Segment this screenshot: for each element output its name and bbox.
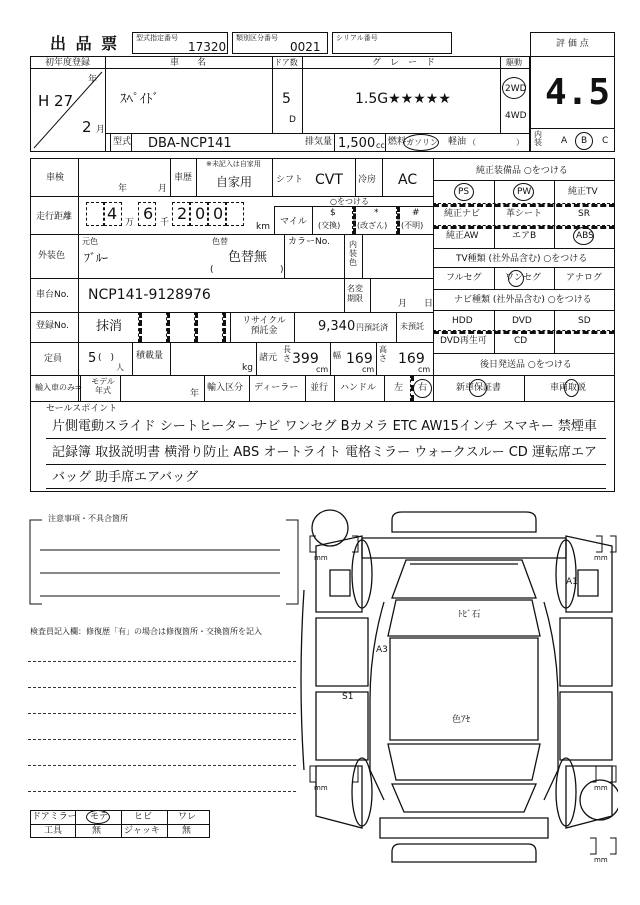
type-cert-no: 17320 — [188, 40, 227, 54]
equip-header: 純正装備品 ○をつける — [476, 166, 568, 176]
mileage-label: 走行距離 — [36, 212, 73, 222]
fuel-paren: （ ） — [468, 138, 524, 147]
displacement-label: 排気量 — [305, 137, 333, 147]
fuel-gasoline: ガソリン — [406, 138, 438, 147]
meter-hash: # — [412, 208, 420, 218]
first-reg-month: 2 — [82, 118, 92, 136]
score-value: 4.5 — [545, 72, 611, 113]
mm-label-1: mm — [314, 554, 328, 562]
tv-oneseg: ワンセグ — [505, 273, 542, 283]
acc-mote-circle — [86, 810, 110, 824]
orig-color: ﾌﾞﾙｰ — [84, 251, 109, 265]
recycle-unpaid: 未預託 — [400, 322, 424, 331]
meter-hash-sub: (不明) — [401, 221, 424, 230]
mileage-digit-5: 0 — [213, 204, 224, 223]
mileage-km: km — [256, 222, 270, 232]
tv-fullseg: フルセグ — [446, 273, 482, 283]
recycle-unit: 円預託済 — [356, 323, 388, 332]
equip-leather: 革シート — [506, 209, 543, 219]
drive-2wd-circle — [502, 77, 526, 99]
width-cm: cm — [362, 365, 375, 374]
interior-c: C — [602, 136, 609, 146]
serial-label: シリアル番号 — [336, 34, 378, 42]
sales-label: セールスポイント — [46, 404, 118, 414]
recycle-label: リサイクル預託金 — [242, 316, 286, 337]
meter-dollar: $ — [330, 208, 336, 218]
displacement-unit: cc — [376, 141, 385, 150]
damage-mark-fade: 色ｱｾ — [452, 715, 471, 725]
mileage-sen: 千 — [160, 218, 170, 228]
history-value: 自家用 — [216, 175, 253, 189]
car-name-label: 車 名 — [170, 58, 207, 68]
capacity-paren: ( ) — [98, 353, 115, 363]
model-year-label: モデル年式 — [91, 377, 115, 395]
ac-value: AC — [398, 172, 418, 188]
length-label: 長さ — [283, 345, 291, 363]
navi-header: ナビ種類 (社外品含む) ○をつける — [454, 295, 592, 305]
tv-header: TV種類 (社外品含む) ○をつける — [456, 254, 588, 264]
height-value: 169 — [398, 351, 425, 367]
height-label: 高さ — [379, 345, 387, 363]
dvd-label: DVD再生可 — [440, 336, 487, 346]
docs-header: 後日発送品 ○をつける — [480, 360, 572, 370]
inspection-label: 車検 — [46, 173, 65, 183]
handle-label: ハンドル — [340, 383, 377, 393]
tv-analog: アナログ — [566, 273, 603, 283]
model-year-unit: 年 — [190, 389, 200, 399]
interior-color-label: 内装色 — [349, 240, 357, 268]
inspection-month-unit: 月 — [158, 184, 168, 194]
length-value: 399 — [292, 351, 319, 367]
equip-abs-circle — [573, 227, 594, 245]
mileage-digit-2: 6 — [143, 204, 154, 223]
capacity-person: 人 — [116, 363, 124, 372]
meter-dollar-sub: (交換) — [318, 221, 341, 230]
interior-b-circle — [575, 132, 593, 150]
reg-no: 抹消 — [96, 319, 123, 334]
height-cm: cm — [418, 365, 431, 374]
repaint-label: 色替 — [212, 237, 228, 246]
fuel-gasoline-circle — [403, 134, 439, 151]
mileage-digit-box-7 — [226, 202, 244, 226]
year-unit: 年 — [88, 75, 98, 85]
grade-label: グ レ ー ド — [372, 58, 436, 68]
navi-dvd: DVD — [512, 316, 532, 326]
sales-line-3: バッグ 助手席エアバッグ — [52, 470, 199, 485]
docs-warranty: 新車保証書 — [456, 383, 502, 393]
mileage-man: 万 — [125, 218, 135, 228]
acc-tools-val: 無 — [92, 826, 102, 836]
color-no-label: カラーNo. — [288, 237, 330, 247]
mileage-digit-3: 2 — [177, 204, 188, 223]
caution-brackets — [28, 516, 300, 608]
equip-ps: PS — [458, 187, 470, 197]
dvd-cd: CD — [514, 336, 528, 346]
acc-mote: モテ — [90, 812, 109, 822]
dealer: ディーラー — [254, 383, 299, 393]
mileage-digit-4: 0 — [195, 204, 206, 223]
mileage-digit-1: 4 — [107, 204, 118, 223]
acc-hibi: ヒビ — [134, 812, 153, 822]
mm-label-2: mm — [594, 554, 608, 562]
equip-ps-circle — [454, 183, 474, 201]
car-name: ｽﾍﾟｲﾄﾞ — [120, 92, 159, 107]
month-unit: 月 — [96, 125, 106, 135]
equip-aw: 純正AW — [446, 231, 479, 241]
handle-right: 右 — [418, 383, 428, 393]
import-label: 輸入車のみ⇒ — [35, 383, 82, 392]
inspector-label: 検査員記入欄：修復歴「有」の場合は修復箇所・交換箇所を記入 — [30, 627, 262, 636]
class-no: 0021 — [290, 40, 321, 54]
acc-tools: 工具 — [44, 826, 63, 836]
equip-navi: 純正ナビ — [444, 209, 481, 219]
equip-abs: ABS — [576, 231, 594, 241]
import-type-label: 輸入区分 — [207, 383, 244, 393]
damage-mark-chip: ﾄﾋﾞ石 — [458, 610, 481, 620]
fuel-diesel: 軽油 — [448, 137, 467, 147]
model-label: 型式 — [113, 137, 132, 147]
score-label: 評 価 点 — [556, 39, 589, 49]
car-diagram — [300, 500, 618, 875]
grade-value: 1.5G★★★★★ — [355, 91, 451, 107]
fuel-label: 燃料 — [388, 137, 407, 147]
name-change-day: 日 — [424, 299, 434, 309]
damage-mark-s1: S1 — [342, 692, 354, 702]
navi-hdd: HDD — [452, 316, 473, 326]
doors-label: ドア数 — [274, 58, 298, 67]
shift-label: シフト — [276, 175, 304, 185]
caution-label: 注意事項・不具合箇所 — [48, 514, 128, 523]
ac-label: 冷房 — [358, 175, 377, 185]
sales-line-2: 記録簿 取扱説明書 横滑り防止 ABS オートライト 電格ミラー ウォークスルー CD 運転席エア — [52, 445, 597, 460]
equip-airbag: エアB — [512, 231, 537, 241]
acc-jack: ジャッキ — [124, 826, 160, 836]
doors-sub: D — [289, 115, 296, 125]
sales-line-1: 片側電動スライド シートヒーター ナビ ワンセグ Bカメラ ETC AW15インチ スマキー 禁煙車 — [52, 419, 597, 434]
repaint-paren-close: ) — [280, 265, 284, 275]
capacity-value: 5 — [88, 351, 97, 366]
circle-note: ○をつける — [330, 197, 369, 206]
docs-manual-circle — [564, 379, 579, 397]
history-note: ※未記入は自家用 — [206, 160, 261, 168]
width-label: 幅 — [333, 351, 341, 360]
first-reg-era: H 27 — [38, 92, 74, 110]
interior-b: B — [581, 136, 588, 146]
mm-label-5: mm — [594, 856, 608, 864]
damage-mark-a3: A3 — [376, 645, 388, 655]
chassis-label: 車台No. — [36, 290, 69, 300]
meter-star-sub: (改ざん) — [357, 221, 388, 230]
meter-star: * — [374, 208, 379, 218]
mile-label: マイル — [280, 217, 307, 227]
recycle-amount: 9,340 — [318, 319, 356, 334]
equip-tv: 純正TV — [568, 187, 598, 197]
equip-pw-circle — [513, 183, 534, 201]
drive-2wd: 2WD — [505, 84, 527, 94]
equip-pw: PW — [517, 187, 532, 197]
navi-sd: SD — [578, 316, 591, 326]
handle-right-circle — [413, 379, 432, 398]
load-kg: kg — [242, 363, 253, 373]
capacity-label: 定員 — [44, 354, 63, 364]
doors-count: 5 — [282, 91, 291, 107]
mm-label-3: mm — [314, 784, 328, 792]
class-label: 類別区分番号 — [236, 34, 278, 42]
sheet-title: 出 品 票 — [50, 34, 120, 53]
docs-warranty-circle — [469, 379, 487, 397]
name-change-month: 月 — [398, 299, 408, 309]
dims-label: 諸元 — [259, 353, 278, 363]
parallel: 並行 — [310, 383, 329, 393]
repaint-value: 色替無 — [228, 250, 268, 265]
equip-sr: SR — [578, 209, 590, 219]
color-label: 外装色 — [38, 251, 66, 261]
acc-jack-val: 無 — [182, 826, 192, 836]
inspection-year-unit: 年 — [118, 184, 128, 194]
width-value: 169 — [346, 351, 373, 367]
mm-label-4: mm — [594, 784, 608, 792]
interior-a: A — [561, 136, 568, 146]
tv-oneseg-circle — [508, 270, 524, 287]
length-cm: cm — [316, 365, 329, 374]
reg-label: 登録No. — [36, 321, 69, 331]
model-code: DBA-NCP141 — [148, 136, 232, 151]
type-cert-label: 型式指定番号 — [136, 34, 178, 42]
shift-value: CVT — [315, 172, 343, 188]
drive-label: 駆動 — [506, 58, 522, 67]
docs-manual: 車両取説 — [550, 383, 587, 393]
name-change-label: 名変期限 — [347, 284, 363, 303]
history-label: 車歴 — [174, 173, 193, 183]
first-reg-label: 初年度登録 — [45, 58, 91, 68]
interior-label: 内装 — [534, 130, 542, 148]
handle-left: 左 — [394, 383, 404, 393]
chassis-no: NCP141-9128976 — [88, 287, 211, 303]
acc-ware: ワレ — [178, 812, 197, 822]
mileage-digit-box-1 — [86, 202, 104, 226]
damage-mark-a1: A1 — [566, 577, 578, 587]
load-label: 積載量 — [136, 351, 164, 361]
drive-4wd: 4WD — [505, 111, 527, 121]
orig-color-label: 元色 — [82, 237, 98, 246]
displacement: 1,500 — [338, 136, 376, 151]
repaint-paren-open: ( — [210, 265, 214, 275]
acc-door-mirror: ドアミラー — [32, 812, 77, 822]
